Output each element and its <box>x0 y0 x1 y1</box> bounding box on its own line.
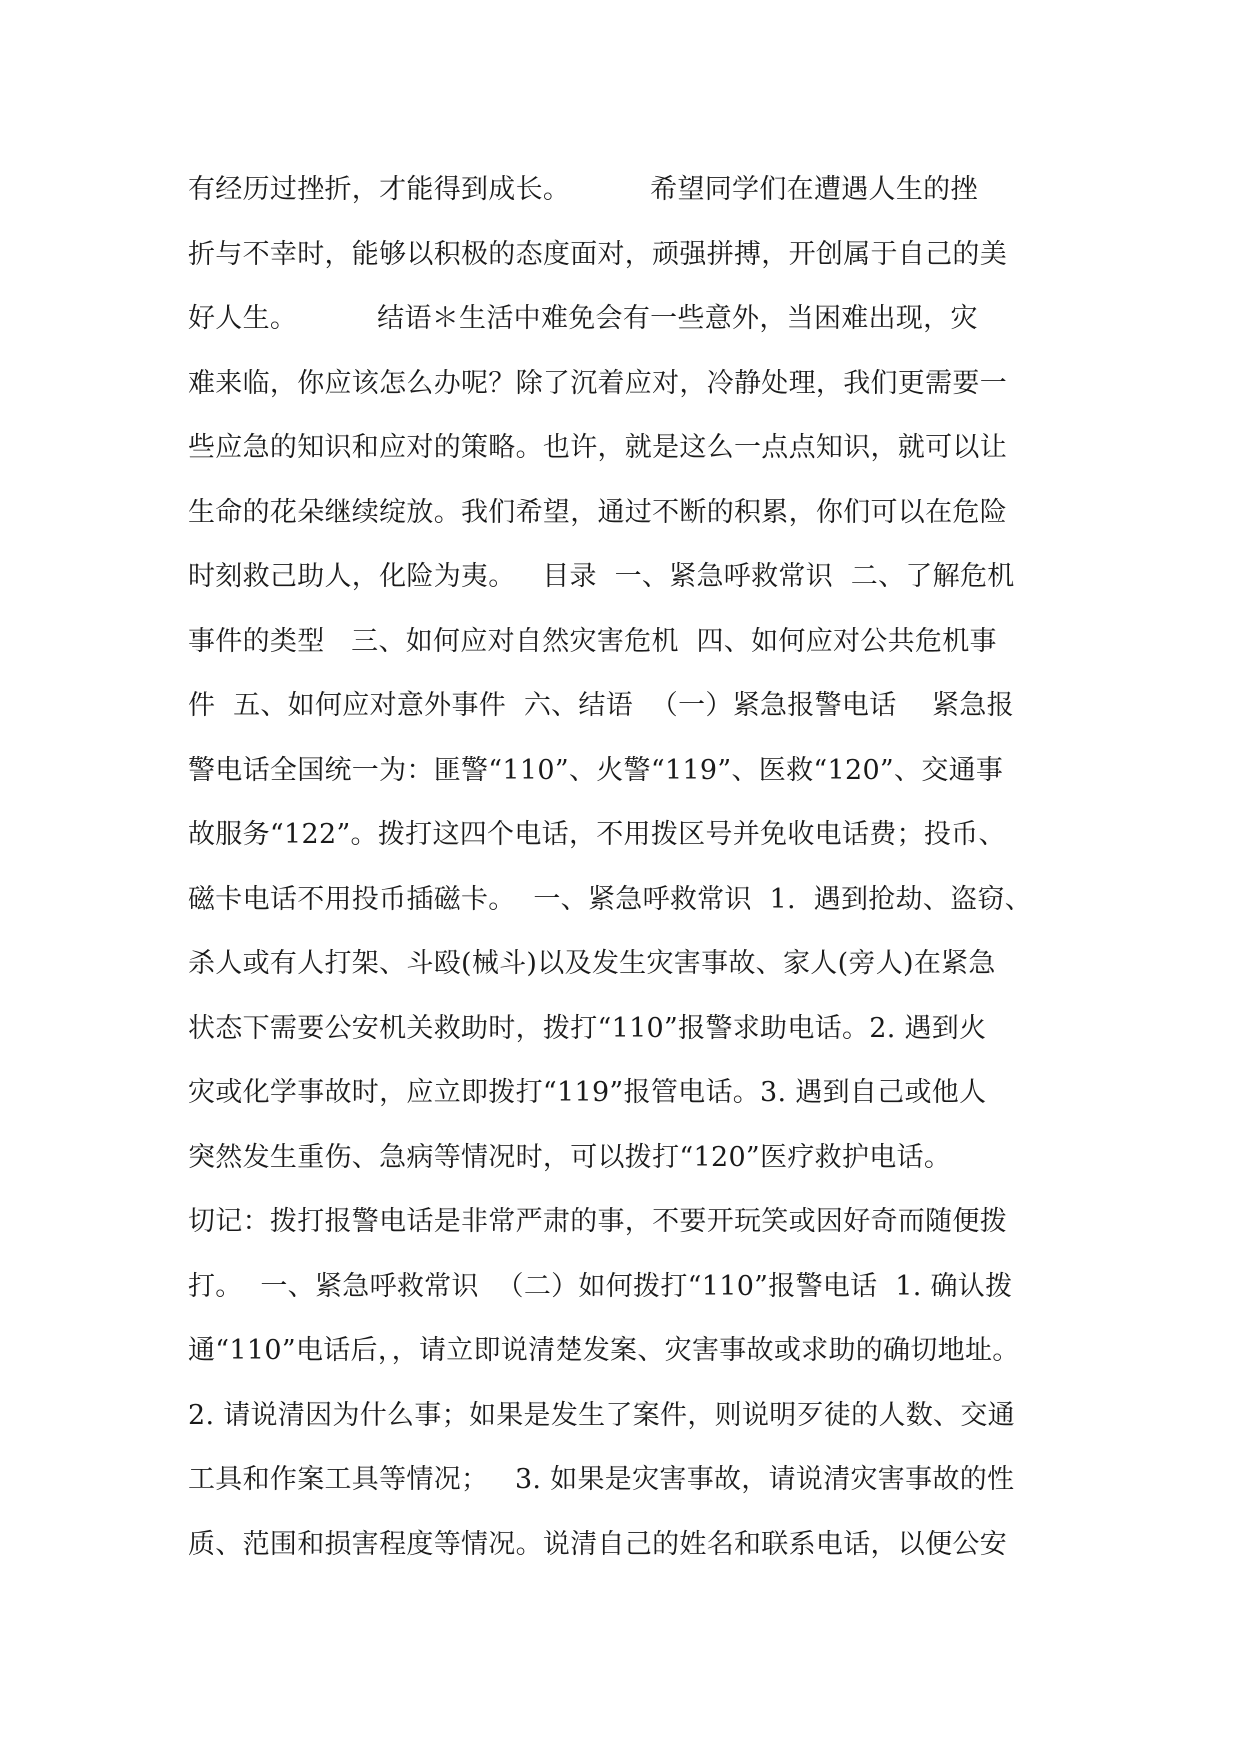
text-line: 警电话全国统一为：匪警“110”、火警“119”、医救“120”、交通事 <box>188 754 1004 786</box>
text-line: 磁卡电话不用投币插磁卡。 一、紧急呼救常识 1. 遇到抢劫、盗窃、 <box>188 883 1033 915</box>
text-line: 状态下需要公安机关救助时，拨打“110”报警求助电话。2. 遇到火 <box>188 1012 987 1044</box>
text-line: 好人生。 结语＊生活中难免会有一些意外，当困难出现，灾 <box>188 303 978 334</box>
text-line: 件 五、如何应对意外事件 六、结语 （一）紧急报警电话 紧急报 <box>188 690 1014 721</box>
text-line: 2. 请说清因为什么事；如果是发生了案件，则说明歹徒的人数、交通 <box>188 1399 1015 1431</box>
text-line: 通“110”电话后，，请立即说清楚发案、灾害事故或求助的确切地址。 <box>188 1335 1020 1366</box>
text-line: 质、范围和损害程度等情况。说清自己的姓名和联系电话，以便公安 <box>188 1528 1007 1560</box>
text-line: 打。 一、紧急呼救常识 （二）如何拨打“110”报警电话 1. 确认拨 <box>188 1270 1013 1302</box>
text-line: 些应急的知识和应对的策略。也许，就是这么一点点知识，就可以让 <box>188 432 1007 463</box>
text-line: 突然发生重伤、急病等情况时，可以拨打“120”医疗救护电话。 <box>188 1141 952 1173</box>
text-line: 切记：拨打报警电话是非常严肃的事，不要开玩笑或因好奇而随便拨 <box>188 1206 1007 1237</box>
text-line: 生命的花朵继续绽放。我们希望，通过不断的积累，你们可以在危险 <box>188 496 1007 528</box>
text-line: 故服务“122”。拨打这四个电话，不用拨区号并免收电话费；投币、 <box>188 819 1006 850</box>
text-line: 时刻救己助人，化险为夷。 目录 一、紧急呼救常识 二、了解危机 <box>188 561 1015 592</box>
text-line: 事件的类型 三、如何应对自然灾害危机 四、如何应对公共危机事 <box>188 625 997 657</box>
text-line: 有经历过挫折，才能得到成长。 希望同学们在遭遇人生的挫 <box>188 174 978 205</box>
text-line: 折与不幸时，能够以积极的态度面对，顽强拼搏，开创属于自己的美 <box>188 238 1007 270</box>
text-line: 灾或化学事故时，应立即拨打“119”报管电话。3. 遇到自己或他人 <box>188 1077 987 1108</box>
text-line: 工具和作案工具等情况； 3. 如果是灾害事故，请说清灾害事故的性 <box>188 1464 1015 1495</box>
text-line: 难来临，你应该怎么办呢？除了沉着应对，冷静处理，我们更需要一 <box>188 367 1007 399</box>
body-text <box>188 158 1068 1577</box>
text-line: 杀人或有人打架、斗殴(械斗)以及发生灾害事故、家人(旁人)在紧急 <box>188 948 996 979</box>
